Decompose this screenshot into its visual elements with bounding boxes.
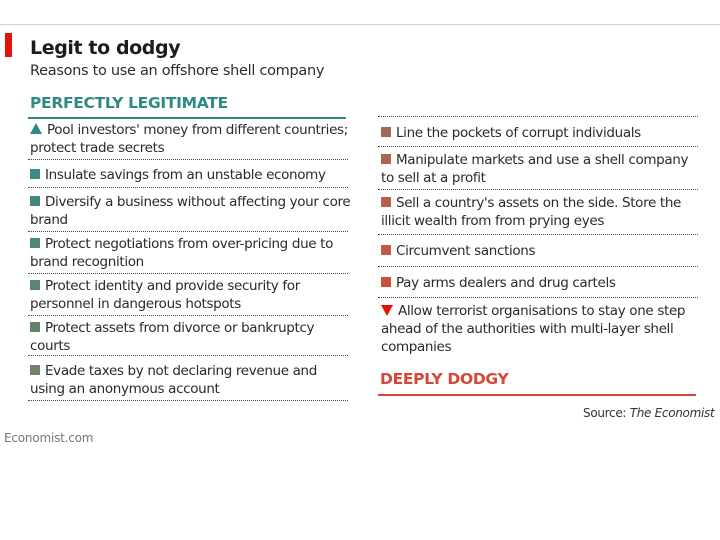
square-marker-icon [30,365,40,375]
square-marker-icon [30,280,40,290]
square-marker-icon [381,245,391,255]
source-note [583,406,714,420]
reason-item [381,274,703,292]
reason-item [30,319,352,355]
dodgy-heading-rule [378,394,696,396]
reason-text: Protect negotiations from over-pricing due to brand recognition [30,236,334,270]
footer-credit: Economist.com [4,431,94,445]
reason-text: Allow terrorist organisations to stay one step ahead of the authorities with multi-layer shell companies [381,303,686,355]
perfectly-legitimate-heading: PERFECTLY LEGITIMATE [30,94,228,112]
reason-item [30,121,352,157]
deeply-dodgy-heading: DEEPLY DODGY [380,370,509,388]
item-separator [378,266,698,267]
item-separator [378,116,698,117]
reason-text: Line the pockets of corrupt individuals [396,125,641,141]
square-marker-icon [381,127,391,137]
item-separator [378,297,698,298]
reason-text: Manipulate markets and use a shell company to sell at a profit [381,152,689,186]
item-separator [378,146,698,147]
chart-title: Legit to dodgy [30,37,181,59]
item-separator [28,159,348,160]
reason-text: Pay arms dealers and drug cartels [396,275,616,291]
reason-item [381,151,703,187]
chart-subtitle: Reasons to use an offshore shell company [30,63,325,79]
square-marker-icon [30,169,40,179]
top-divider [0,24,720,25]
reason-text: Insulate savings from an unstable economy [45,167,326,183]
square-marker-icon [30,322,40,332]
reason-item [30,235,352,271]
item-separator [28,400,348,401]
reason-item [30,166,352,184]
item-separator [28,231,348,232]
square-marker-icon [381,197,391,207]
item-separator [28,315,348,316]
reason-item [30,277,352,313]
item-separator [378,189,698,190]
reason-text: Protect assets from divorce or bankruptcy courts [30,320,315,354]
item-separator [28,355,348,356]
reason-item [381,242,703,260]
reason-text: Evade taxes by not declaring revenue and using an anonymous account [30,363,317,397]
reason-item [30,362,352,398]
triangle-down-icon [381,305,393,316]
item-separator [28,187,348,188]
square-marker-icon [381,277,391,287]
reason-item [30,193,352,229]
reason-item [381,302,703,356]
reason-text: Sell a country's assets on the side. Store the illicit wealth from from prying eyes [381,195,681,229]
economist-red-tab [5,33,12,57]
square-marker-icon [30,238,40,248]
reason-text: Circumvent sanctions [396,243,536,259]
source-publication: The Economist [629,406,715,420]
reason-text: Protect identity and provide security for personnel in dangerous hotspots [30,278,300,312]
reason-item [381,124,703,142]
item-separator [28,273,348,274]
source-label: Source: [583,406,627,420]
item-separator [378,234,698,235]
legit-heading-rule [28,117,346,119]
reason-item [381,194,703,230]
square-marker-icon [30,196,40,206]
reason-text: Pool investors' money from different countries; protect trade secrets [30,122,348,156]
reason-text: Diversify a business without affecting your core brand [30,194,351,228]
triangle-up-icon [30,123,42,134]
square-marker-icon [381,154,391,164]
